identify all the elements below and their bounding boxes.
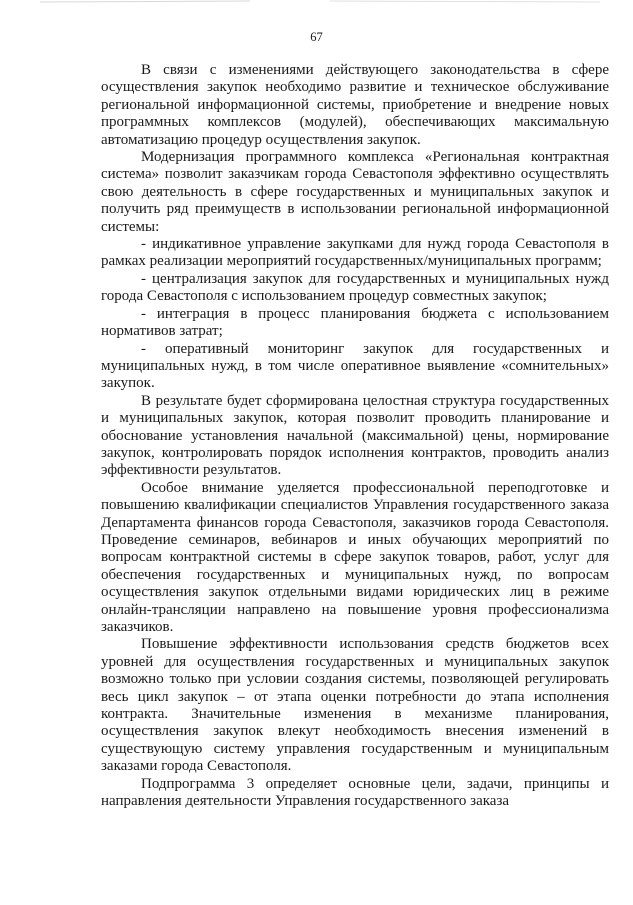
list-item: - интеграция в процесс планирования бюджета с использованием нормативов затрат; bbox=[101, 305, 609, 340]
page-number: 67 bbox=[310, 30, 323, 44]
paragraph: В результате будет сформирована целостная структура государственных и муниципальных закупок, которая позволит проводить планирование и обоснование установления начальной (максимальной) цены, нормирование закупок, контролировать порядок исполнения контрактов, проводить анализ эффективности результатов. bbox=[101, 392, 609, 479]
body-text bbox=[101, 62, 609, 810]
scan-edge-marks bbox=[0, 0, 633, 6]
paragraph: Подпрограмма 3 определяет основные цели, задачи, принципы и направления деятельности Управления государственного заказа bbox=[101, 775, 609, 810]
list-item: - индикативное управление закупками для нужд города Севастополя в рамках реализации мероприятий государственных/муниципальных программ; bbox=[101, 236, 609, 270]
paragraph: В связи с изменениями действующего законодательства в сфере осуществления закупок необходимо развитие и техническое обслуживание региональной информационной системы, приобретение и внедрение новых программных комплексов (модулей), обеспечивающих максимальную автоматизацию процедур осуществления закупок. bbox=[101, 62, 609, 148]
paragraph: Модернизация программного комплекса «Региональная контрактная система» позволит заказчикам города Севастополя эффективно осуществлять свою деятельность в сфере государственных и муниципальных закупок и получить ряд преимуществ в использовании региональной информационной системы: bbox=[101, 149, 609, 235]
list-item: - оперативный мониторинг закупок для государственных и муниципальных нужд, в том числе оперативное выявление «сомнительных» закупок. bbox=[101, 340, 609, 392]
paragraph: Повышение эффективности использования средств бюджетов всех уровней для осуществления государственных и муниципальных закупок возможно только при условии создания системы, позволяющей регулировать весь цикл закупок – от этапа оценки потребности до этапа исполнения контракта. Значительные изменения в механизме планирования, осуществления закупок влекут необходимость внесения изменений в существующую систему управления государственным и муниципальным заказами города Севастополя. bbox=[101, 636, 609, 775]
list-item: - централизация закупок для государственных и муниципальных нужд города Севастополя с использованием процедур совместных закупок; bbox=[101, 270, 609, 305]
paragraph: Особое внимание уделяется профессиональной переподготовке и повышению квалификации специалистов Управления государственного заказа Департамента финансов города Севастополя, заказчиков города Севастополя. Проведение семинаров, вебинаров и иных обучающих мероприятий по вопросам контрактной системы в сфере закупок товаров, работ, услуг для обеспечения государственных и муниципальных нужд, по вопросам осуществления закупок отдельными видами юридических лиц в режиме онлайн-трансляции направлено на повышение уровня профессионализма заказчиков. bbox=[101, 479, 609, 635]
